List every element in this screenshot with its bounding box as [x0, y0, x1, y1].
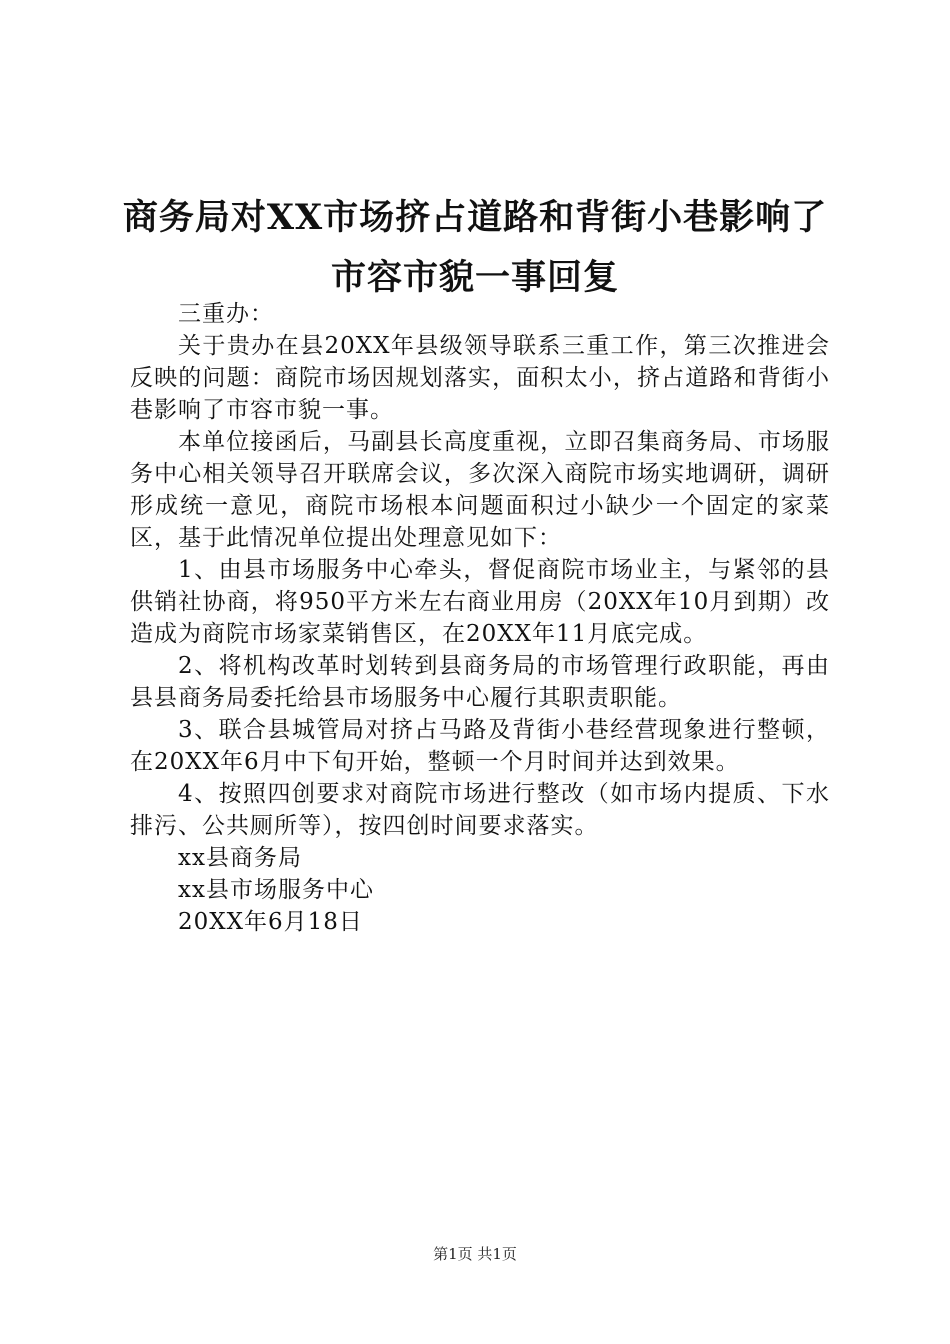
body-paragraph-3: 1、由县市场服务中心牵头，督促商院市场业主，与紧邻的县供销社协商，将950平方米左右商业用房（20XX年10月到期）改造成为商院市场家菜销售区，在20XX年11月底完成。	[130, 557, 830, 647]
document-title-line-2: 市容市貌一事回复	[330, 257, 619, 298]
body-paragraph-2: 本单位接函后，马副县长高度重视，立即召集商务局、市场服务中心相关领导召开联席会议，多次深入商院市场实地调研，调研形成统一意见，商院市场根本问题面积过小缺少一个固定的家菜区，基于此情况单位提出处理意见如下：	[130, 429, 830, 551]
body-paragraph-4: 2、将机构改革时划转到县商务局的市场管理行政职能，再由县县商务局委托给县市场服务中心履行其职责职能。	[130, 653, 830, 711]
signature-date: 20XX年6月18日	[178, 909, 363, 935]
document-title-line-1: 商务局对XX市场挤占道路和背街小巷影响了	[122, 197, 828, 238]
page-number-footer: 第1页 共1页	[433, 1245, 517, 1263]
signature-unit-2: xx县市场服务中心	[178, 877, 374, 903]
body-paragraph-1: 关于贵办在县20XX年县级领导联系三重工作，第三次推进会反映的问题：商院市场因规划落实，面积太小，挤占道路和背街小巷影响了市容市貌一事。	[130, 333, 830, 423]
signature-unit-1: xx县商务局	[178, 845, 302, 871]
body-paragraph-6: 4、按照四创要求对商院市场进行整改（如市场内提质、下水排污、公共厕所等），按四创时间要求落实。	[130, 781, 830, 839]
salutation: 三重办：	[178, 301, 274, 327]
document-body	[130, 298, 830, 938]
body-paragraph-5: 3、联合县城管局对挤占马路及背街小巷经营现象进行整顿，在20XX年6月中下旬开始，整顿一个月时间并达到效果。	[130, 717, 830, 775]
